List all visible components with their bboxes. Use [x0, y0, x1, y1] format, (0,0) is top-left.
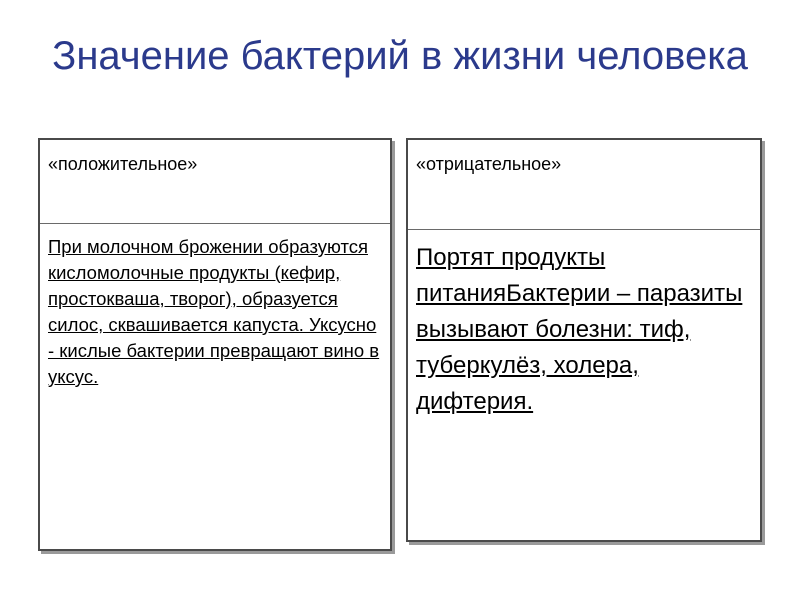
negative-body-text: Портят продукты питанияБактерии – паразиты вызывают болезни: тиф, туберкулёз, холера, дифтерия.	[416, 244, 743, 415]
positive-header-cell	[40, 140, 390, 224]
negative-table	[406, 138, 762, 542]
positive-table	[38, 138, 392, 551]
negative-header-cell	[408, 140, 760, 230]
positive-header-label: «положительное»	[48, 154, 198, 174]
slide-title: Значение бактерий в жизни человека	[52, 34, 748, 78]
negative-header-label: «отрицательное»	[416, 154, 562, 174]
positive-body-text: При молочном брожении образуются кисломолочные продукты (кефир, простокваша, творог), образуется силос, сквашивается капуста. Уксусно - кислые бактерии превращают вино в уксус.	[48, 236, 380, 387]
